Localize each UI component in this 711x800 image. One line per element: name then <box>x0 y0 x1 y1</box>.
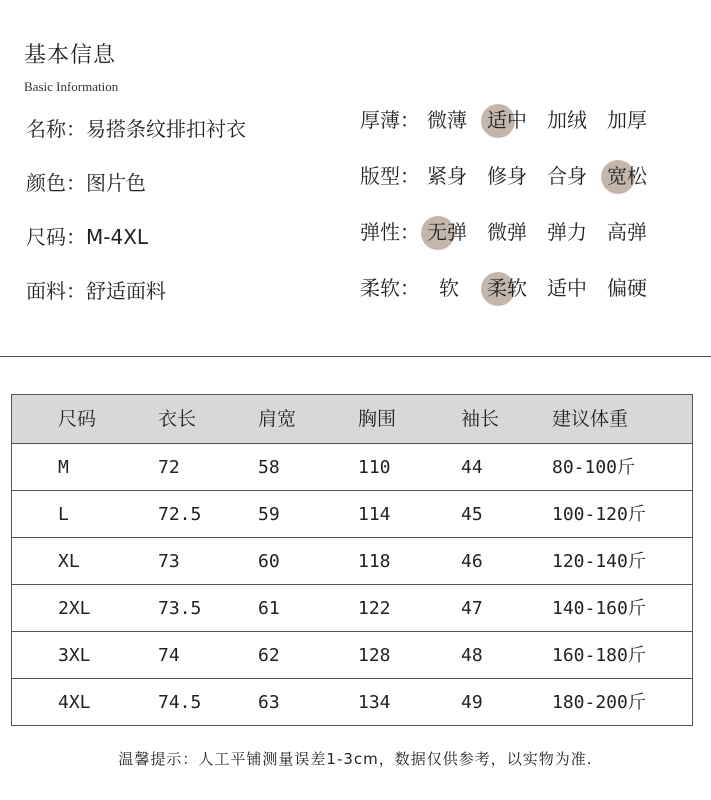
table-cell: 3XL <box>58 645 91 666</box>
table-cell: 110 <box>358 457 391 478</box>
attribute-option: 加厚 <box>607 108 647 132</box>
info-fabric: 面料：舒适面料 <box>26 279 166 303</box>
table-cell: 128 <box>358 645 391 666</box>
table-cell: 4XL <box>58 692 91 713</box>
divider <box>0 356 711 357</box>
measurement-note: 温馨提示：人工平铺测量误差1-3cm，数据仅供参考，以实物为准. <box>118 750 593 768</box>
attribute-option-selected: 适中 <box>487 104 527 136</box>
table-row <box>12 491 692 538</box>
table-cell: 80-100斤 <box>552 457 636 478</box>
table-cell: 59 <box>258 504 280 525</box>
attribute-option: 合身 <box>547 164 587 188</box>
attribute-option-selected: 宽松 <box>607 160 647 192</box>
table-cell: 140-160斤 <box>552 598 646 619</box>
header-shoulder: 肩宽 <box>258 408 297 430</box>
table-cell: 114 <box>358 504 391 525</box>
table-cell: 49 <box>461 692 483 713</box>
table-cell: 72 <box>158 457 180 478</box>
attribute-label: 版型： <box>360 164 420 188</box>
table-cell: 120-140斤 <box>552 551 646 572</box>
attribute-option: 偏硬 <box>607 276 647 300</box>
table-row <box>12 679 692 726</box>
header-size: 尺码 <box>58 408 97 430</box>
header-sleeve: 袖长 <box>461 408 500 430</box>
table-cell: 2XL <box>58 598 91 619</box>
table-header <box>12 395 692 444</box>
section-subtitle: Basic Information <box>24 79 119 94</box>
attribute-option-selected: 柔软 <box>487 272 527 304</box>
info-color: 颜色：图片色 <box>26 171 146 195</box>
table-cell: 61 <box>258 598 280 619</box>
attribute-option: 弹力 <box>547 220 587 244</box>
attribute-option: 修身 <box>487 164 527 188</box>
table-cell: 72.5 <box>158 504 202 525</box>
table-cell: 60 <box>258 551 280 572</box>
table-row <box>12 538 692 585</box>
info-name: 名称：易搭条纹排扣衬衣 <box>26 117 246 141</box>
table-cell: 74.5 <box>158 692 202 713</box>
table-cell: 73.5 <box>158 598 202 619</box>
table-cell: 180-200斤 <box>552 692 646 713</box>
table-cell: 58 <box>258 457 280 478</box>
attribute-option-selected: 无弹 <box>427 216 467 248</box>
table-cell: 44 <box>461 457 483 478</box>
table-row <box>12 632 692 679</box>
table-cell: 118 <box>358 551 391 572</box>
attribute-label: 柔软： <box>360 276 420 300</box>
table-row <box>12 585 692 632</box>
attribute-option: 加绒 <box>547 108 587 132</box>
attribute-option: 微薄 <box>427 108 467 132</box>
table-cell: 160-180斤 <box>552 645 646 666</box>
attribute-label: 弹性： <box>360 220 420 244</box>
info-size: 尺码：M-4XL <box>26 225 149 249</box>
table-cell: 45 <box>461 504 483 525</box>
table-cell: M <box>58 457 69 478</box>
table-cell: 122 <box>358 598 391 619</box>
attribute-option: 微弹 <box>487 220 527 244</box>
table-cell: 74 <box>158 645 180 666</box>
header-weight: 建议体重 <box>552 408 629 430</box>
header-length: 衣长 <box>158 408 197 430</box>
basic-info-list <box>26 113 246 329</box>
header-chest: 胸围 <box>358 408 397 430</box>
table-cell: 47 <box>461 598 483 619</box>
attribute-option: 紧身 <box>427 164 467 188</box>
table-cell: 73 <box>158 551 180 572</box>
table-cell: 48 <box>461 645 483 666</box>
table-row <box>12 444 692 491</box>
attribute-label: 厚薄： <box>360 108 420 132</box>
table-cell: 100-120斤 <box>552 504 646 525</box>
table-cell: 46 <box>461 551 483 572</box>
table-cell: L <box>58 504 69 525</box>
section-title: 基本信息 <box>24 43 117 68</box>
table-cell: 63 <box>258 692 280 713</box>
table-body <box>12 444 692 726</box>
attribute-option: 软 <box>439 276 459 300</box>
attribute-option: 适中 <box>547 276 587 300</box>
table-cell: XL <box>58 551 80 572</box>
table-cell: 62 <box>258 645 280 666</box>
table-cell: 134 <box>358 692 391 713</box>
size-table <box>11 394 693 726</box>
attribute-option: 高弹 <box>607 220 647 244</box>
